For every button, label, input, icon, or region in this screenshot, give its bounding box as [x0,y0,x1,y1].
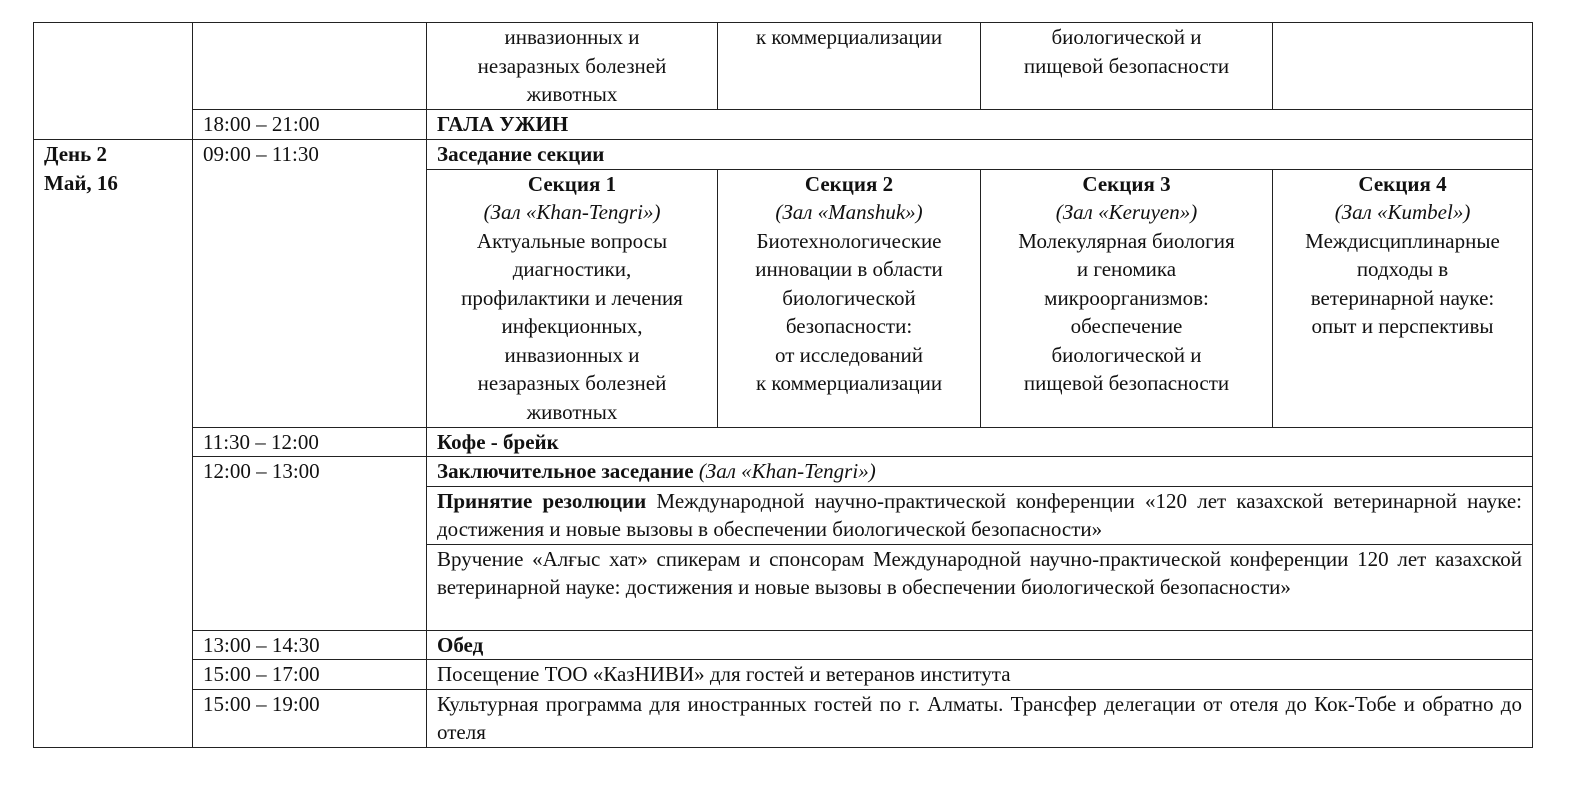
text-line: обеспечение [1070,314,1183,338]
text-line: биологической [782,285,916,310]
gala-dinner-title: ГАЛА УЖИН [427,110,1533,140]
text-line: ветеринарной науке: [1310,285,1495,310]
text-line: незаразных болезней [477,53,667,78]
time-cell: 11:30 – 12:00 [193,427,427,457]
text-line: инновации в области [755,257,943,281]
text-line: и геномика [1076,257,1177,281]
section-hall: (Зал «Kumbel») [1334,200,1471,224]
text-line: к коммерциализации [755,371,943,395]
table-row [34,630,1533,660]
section-2-topic-tail [718,23,981,110]
text-line: профилактики и лечения [461,285,683,310]
resolution-label: Принятие резолюции [437,488,647,513]
section-3-topic-tail [981,23,1273,110]
section-hall: (Зал «Keruyen») [1055,200,1198,224]
day-cell [34,140,193,748]
section-4-topic-tail [1273,23,1533,110]
section-1-cell [427,169,718,427]
text-line: опыт и перспективы [1311,314,1494,338]
time-cell: 15:00 – 17:00 [193,660,427,690]
resolution-text: Международной научно-практической конференции «120 лет казахской ветеринарной науке: достижения и новые вызовы в обеспечении биологической безопасности» [437,488,1522,541]
section-session-title: Заседание секции [427,140,1533,170]
table-row [34,660,1533,690]
time-cell: 12:00 – 13:00 [193,457,427,631]
text-line: Биотехнологические [756,228,942,253]
section-3-cell [981,169,1273,427]
text-line: от исследований [775,342,923,367]
time-cell: 13:00 – 14:30 [193,630,427,660]
text-line: Молекулярная биология [1018,228,1235,253]
text-line: подходы в [1356,257,1449,281]
day-cell-empty [34,23,193,140]
program-table [33,22,1533,748]
text-line: диагностики, [512,257,632,281]
final-session-hall: (Зал «Khan-Tengri») [698,459,876,483]
day-label: День 2 [44,142,107,166]
section-hall: (Зал «Manshuk») [775,200,923,224]
text-line: инфекционных, [501,314,643,338]
text-line: биологической и [1051,342,1202,367]
time-cell: 18:00 – 21:00 [193,110,427,140]
final-session-label: Заключительное заседание [437,459,694,483]
text-line: пищевой безопасности [1023,371,1230,395]
text-line: биологической и [1051,25,1202,49]
lunch-title: Обед [427,630,1533,660]
table-row [34,457,1533,487]
text-line: пищевой безопасности [1023,53,1230,78]
section-hall: (Зал «Khan-Tengri») [483,200,661,224]
text-line: животных [526,82,618,106]
text-line: животных [526,399,618,424]
time-cell: 15:00 – 19:00 [193,689,427,747]
time-cell-empty [193,23,427,110]
section-name: Секция 1 [527,171,617,196]
table-row [34,110,1533,140]
text-line: Междисциплинарные [1305,228,1500,253]
section-1-topic-tail [427,23,718,110]
text-line: безопасности: [785,314,913,338]
section-4-cell [1273,169,1533,427]
award-cell: Вручение «Алғыс хат» спикерам и спонсорам Международной научно-практической конференции 120 лет казахской ветеринарной науке: достижения и новые вызовы в обеспечении биологической безопасности» [427,544,1533,630]
table-row [34,689,1533,747]
culture-text: Культурная программа для иностранных гостей по г. Алматы. Трансфер делегации от отеля до Кок-Тобе и обратно до отеля [427,689,1533,747]
table-row [34,427,1533,457]
visit-text: Посещение ТОО «КазНИВИ» для гостей и ветеранов института [427,660,1533,690]
resolution-cell [427,486,1533,544]
coffee-break-title: Кофе - брейк [427,427,1533,457]
section-name: Секция 3 [1082,171,1171,196]
date-label: Май, 16 [44,170,118,195]
text-line: незаразных болезней [477,371,667,395]
text-line: к коммерциализации [755,25,943,49]
final-session-title [427,457,1533,487]
section-name: Секция 4 [1358,171,1447,196]
section-2-cell [718,169,981,427]
text-line: инвазионных и [504,342,640,367]
section-name: Секция 2 [804,171,894,196]
text-line: инвазионных и [504,25,640,49]
table-row [34,140,1533,170]
table-row [34,23,1533,110]
text-line: Актуальные вопросы [476,228,668,253]
time-cell: 09:00 – 11:30 [193,140,427,428]
text-line: микроорганизмов: [1044,285,1209,310]
